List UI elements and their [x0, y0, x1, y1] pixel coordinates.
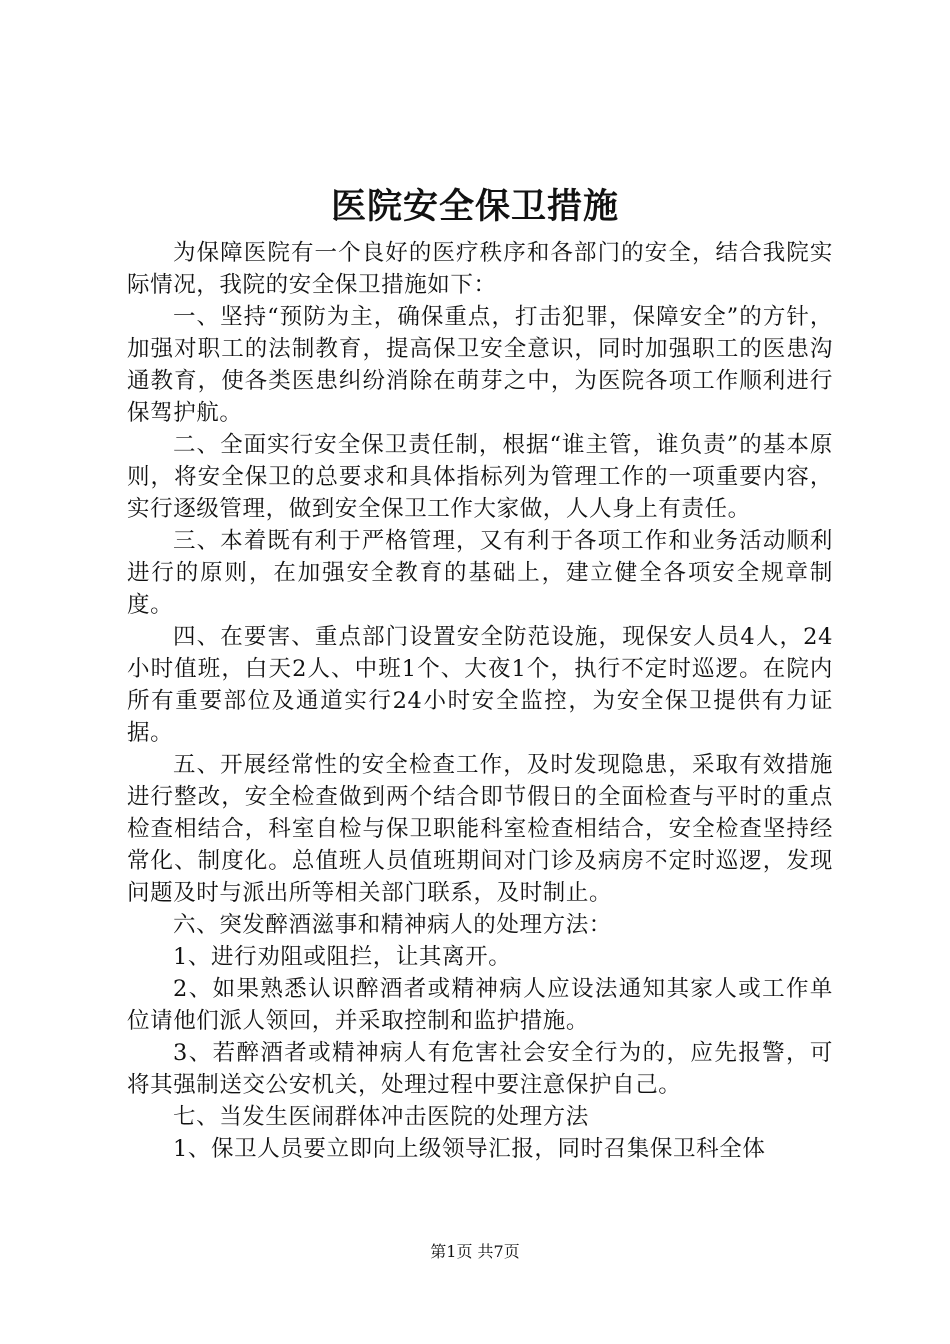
paragraph-item-5: 五、开展经常性的安全检查工作，及时发现隐患，采取有效措施进行整改，安全检查做到两个结合即节假日的全面检查与平时的重点检查相结合，科室自检与保卫职能科室检查相结合，安全检查坚持经常化、制度化。总值班人员值班期间对门诊及病房不定时巡逻，发现问题及时与派出所等相关部门联系，及时制止。 [127, 752, 833, 906]
paragraph-item-7: 七、当发生医闹群体冲击医院的处理方法 [173, 1104, 589, 1130]
page-footer: 第1页 共7页 [430, 1242, 520, 1261]
paragraph-intro: 为保障医院有一个良好的医疗秩序和各部门的安全，结合我院实际情况，我院的安全保卫措施如下： [127, 240, 833, 298]
paragraph-item-6-3: 3、若醉酒者或精神病人有危害社会安全行为的，应先报警，可将其强制送交公安机关，处理过程中要注意保护自己。 [127, 1040, 833, 1098]
paragraph-item-2: 二、全面实行安全保卫责任制，根据“谁主管，谁负责”的基本原则，将安全保卫的总要求和具体指标列为管理工作的一项重要内容，实行逐级管理，做到安全保卫工作大家做，人人身上有责任。 [127, 432, 833, 522]
paragraph-item-7-1: 1、保卫人员要立即向上级领导汇报，同时召集保卫科全体 [173, 1136, 766, 1162]
paragraph-item-6-2: 2、如果熟悉认识醉酒者或精神病人应设法通知其家人或工作单位请他们派人领回，并采取控制和监护措施。 [127, 976, 833, 1034]
document-title: 医院安全保卫措施 [330, 186, 619, 227]
paragraph-item-6-1: 1、进行劝阻或阻拦，让其离开。 [173, 944, 512, 970]
paragraph-item-1: 一、坚持“预防为主，确保重点，打击犯罪，保障安全”的方针，加强对职工的法制教育，提高保卫安全意识，同时加强职工的医患沟通教育，使各类医患纠纷消除在萌芽之中，为医院各项工作顺利进行保驾护航。 [127, 304, 833, 426]
paragraph-item-3: 三、本着既有利于严格管理，又有利于各项工作和业务活动顺利进行的原则，在加强安全教育的基础上，建立健全各项安全规章制度。 [127, 528, 833, 618]
document-body [127, 237, 833, 1165]
paragraph-item-4: 四、在要害、重点部门设置安全防范设施，现保安人员4人，24小时值班，白天2人、中班1个、大夜1个，执行不定时巡逻。在院内所有重要部位及通道实行24小时安全监控，为安全保卫提供有力证据。 [127, 624, 833, 746]
paragraph-item-6: 六、突发醉酒滋事和精神病人的处理方法： [173, 912, 612, 938]
